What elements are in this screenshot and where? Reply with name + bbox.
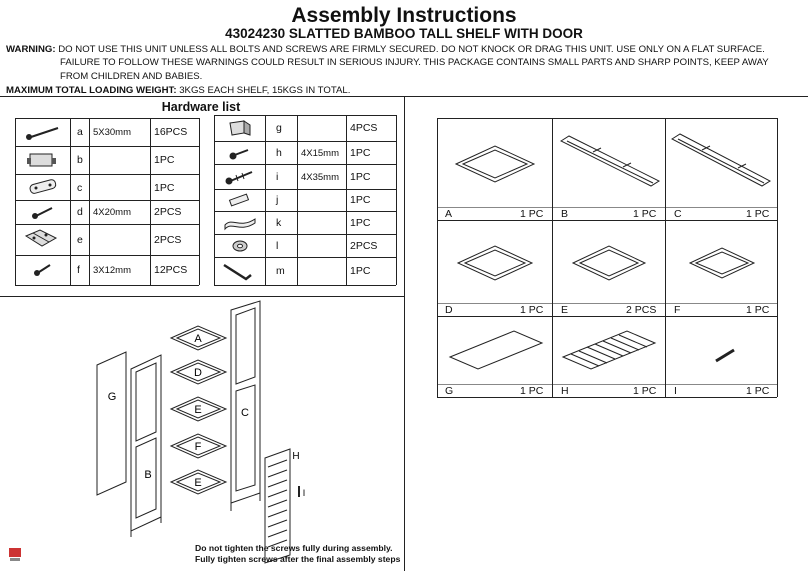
part-qty: 1 PC [633,208,657,220]
wall-plug-icon [226,191,254,209]
part-qty: 1 PC [520,304,544,316]
warning-line-1 [6,43,765,57]
product-title: 43024230 SLATTED BAMBOO TALL SHELF WITH DOOR [225,26,583,41]
hardware-letter: c [77,182,83,194]
hardware-size: 4X20mm [93,207,132,218]
hardware-list-title: Hardware list [161,100,241,114]
diagram-label: E [194,404,202,416]
part-c-frame-icon [666,119,777,207]
part-letter: A [445,208,453,220]
assembly-note-2: Fully tighten screws after the final assembly steps [195,554,401,564]
diagram-label: G [107,391,117,403]
diagram-label: I [302,488,306,498]
hardware-letter: h [276,147,282,159]
strike-plate-icon [26,177,60,197]
brand-mark-icon [9,548,21,561]
hardware-qty: 4PCS [350,122,378,134]
hardware-letter: e [77,234,83,246]
part-e-shelf-icon [553,221,665,303]
part-letter: G [445,385,454,397]
max-load-text: 3KGS EACH SHELF, 15KGS IN TOTAL. [179,85,351,96]
hardware-qty: 12PCS [154,264,188,276]
allen-key-icon [220,259,256,283]
hardware-qty: 1PC [350,171,371,183]
hardware-size: 4X15mm [301,148,340,159]
hinge-icon [22,226,62,252]
part-qty: 1 PC [746,385,770,397]
part-qty: 1 PC [633,385,657,397]
part-d-shelf-icon [438,221,552,303]
center-divider [404,96,405,571]
exploded-assembly-diagram [0,297,404,571]
hardware-qty: 1PC [154,182,175,194]
diagram-label: H [292,451,300,462]
warning-line-2: FAILURE TO FOLLOW THESE WARNINGS COULD RESULT IN SERIOUS INJURY. THIS PACKAGE CONTAINS SMALL PARTS AND SHARP POINTS, KEEP AWAY [60,57,769,68]
hardware-letter: i [276,171,279,183]
hardware-letter: d [77,206,83,218]
bracket-icon [224,117,256,139]
part-qty: 2 PCS [626,304,657,316]
hardware-letter: a [77,126,83,138]
washer-icon [230,237,250,255]
part-qty: 1 PC [520,385,544,397]
diagram-label: F [194,441,202,453]
hardware-letter: l [276,240,279,252]
warning-label: WARNING: [6,44,56,55]
part-letter: H [561,385,569,397]
part-letter: I [674,385,677,397]
hardware-letter: b [77,154,83,166]
strap-icon [222,213,258,233]
hardware-qty: 2PCS [154,234,182,246]
max-load-label: MAXIMUM TOTAL LOADING WEIGHT: [6,85,177,96]
diagram-label: E [194,477,202,489]
diagram-label: A [194,333,202,345]
hardware-letter: k [276,217,282,229]
hardware-size: 4X35mm [301,172,340,183]
part-letter: C [674,208,682,220]
part-letter: B [561,208,569,220]
hardware-size: 5X30mm [93,127,132,138]
diagram-label: B [144,469,152,481]
hardware-letter: g [276,122,282,134]
part-b-frame-icon [553,119,665,207]
diagram-label: D [194,367,202,379]
hardware-qty: 1PC [154,154,175,166]
hardware-qty: 2PCS [350,240,378,252]
warning-line-3: FROM CHILDREN AND BABIES. [60,71,203,82]
warning-text-1: DO NOT USE THIS UNIT UNLESS ALL BOLTS AND SCREWS ARE FIRMLY SECURED. DO NOT KNOCK OR DRAG THIS UNIT. USE ONLY ON A FLAT SURFACE. [58,44,765,55]
part-a-shelf-icon [438,119,552,207]
magnet-catch-icon [26,149,60,171]
part-g-panel-icon [438,317,552,384]
hardware-qty: 1PC [350,217,371,229]
hardware-letter: m [276,265,285,277]
anchor-screw-icon [224,167,256,187]
diagram-label: C [241,407,249,419]
hardware-qty: 1PC [350,194,371,206]
long-screw-icon [24,124,62,142]
part-h-door-icon [553,317,665,384]
hardware-qty: 1PC [350,265,371,277]
screw-icon [30,203,56,221]
part-i-handle-icon [666,317,777,384]
part-letter: F [674,304,681,316]
part-qty: 1 PC [520,208,544,220]
hardware-size: 3X12mm [93,265,132,276]
part-qty: 1 PC [746,304,770,316]
hardware-qty: 1PC [350,147,371,159]
hardware-letter: j [276,194,279,206]
hardware-letter: f [77,264,80,276]
part-f-shelf-icon [666,221,777,303]
screw-icon [228,144,252,162]
part-letter: D [445,304,453,316]
hardware-qty: 16PCS [154,126,188,138]
assembly-note-1: Do not tighten the screws fully during assembly. [195,543,393,553]
small-screw-icon [32,259,54,279]
hardware-qty: 2PCS [154,206,182,218]
page-title: Assembly Instructions [291,4,517,27]
part-qty: 1 PC [746,208,770,220]
part-letter: E [561,304,569,316]
